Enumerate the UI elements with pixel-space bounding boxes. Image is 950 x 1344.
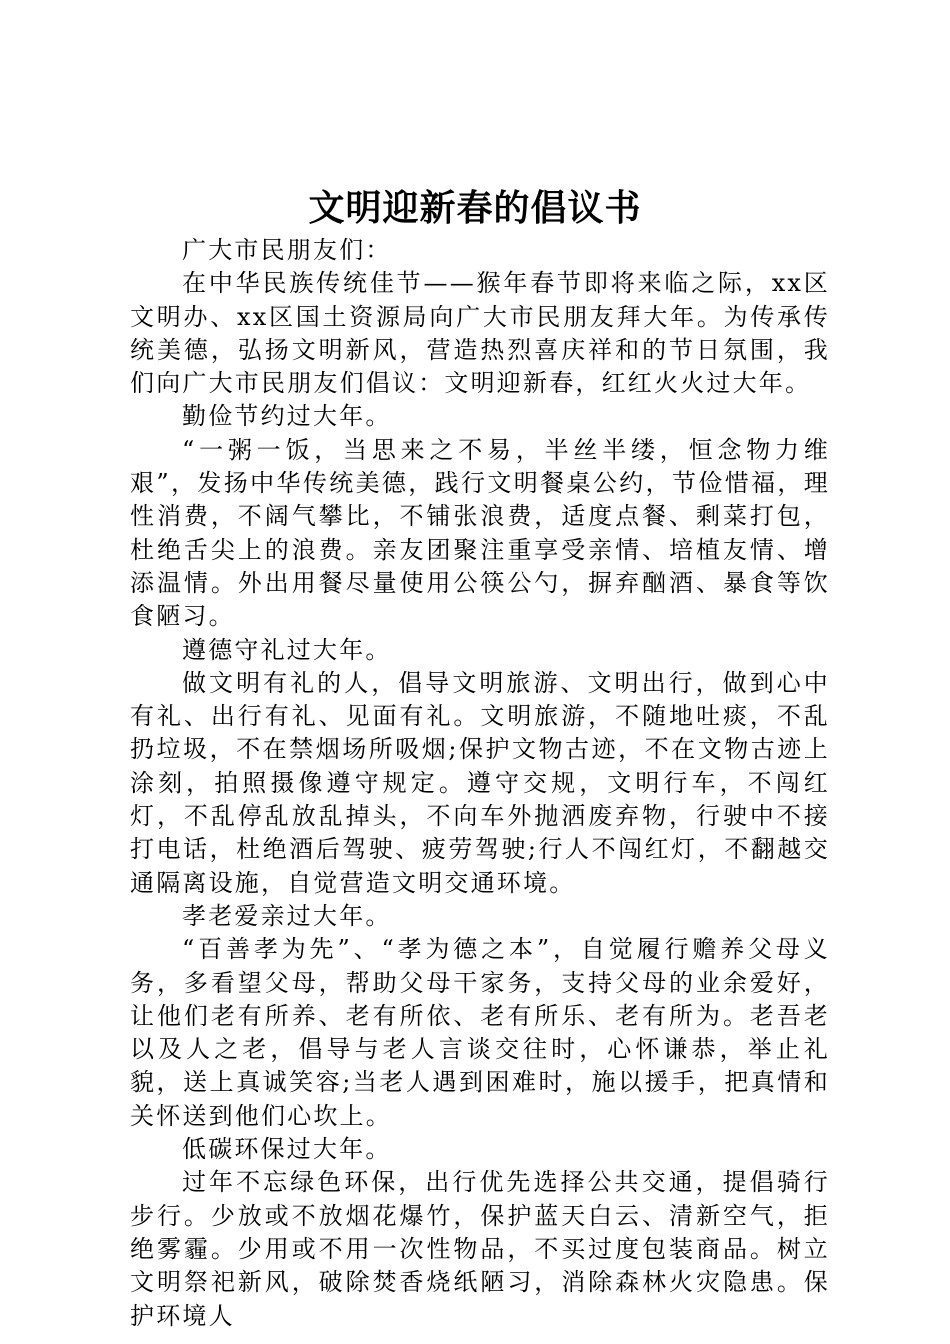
intro-paragraph: 在中华民族传统佳节——猴年春节即将来临之际，xx区文明办、xx区国土资源局向广大市民朋友拜大年。为传承传统美德，弘扬文明新风，营造热烈喜庆祥和的节日氛围，我们向广大市民朋友们倡议：文明迎新春，红红火火过大年。 <box>130 269 830 398</box>
paragraph-lowcarbon: 过年不忘绿色环保，出行优先选择公共交通，提倡骑行步行。少放或不放烟花爆竹，保护蓝天白云、清新空气，拒绝雾霾。少用或不用一次性物品，不买过度包装商品。树立文明祭祀新风，破除焚香烧纸陋习，消除森林火灾隐患。保护环境人 <box>130 1168 830 1330</box>
section-heading-thrift: 勤俭节约过大年。 <box>182 402 392 431</box>
paragraph-etiquette: 做文明有礼的人，倡导文明旅游、文明出行，做到心中有礼、出行有礼、见面有礼。文明旅游，不随地吐痰，不乱扔垃圾，不在禁烟场所吸烟;保护文物古迹，不在文物古迹上涂刻，拍照摄像遵守规定。遵守交规，文明行车，不闯红灯，不乱停乱放乱掉头，不向车外抛洒废弃物，行驶中不接打电话，杜绝酒后驾驶、疲劳驾驶;行人不闯红灯，不翻越交通隔离设施，自觉营造文明交通环境。 <box>130 668 830 897</box>
paragraph-filial: “百善孝为先”、“孝为德之本”，自觉履行赡养父母义务，多看望父母，帮助父母干家务，支持父母的业余爱好，让他们老有所养、老有所依、老有所乐、老有所为。老吾老以及人之老，倡导与老人言谈交往时，心怀谦恭，举止礼貌，送上真诚笑容;当老人遇到困难时，施以援手，把真情和关怀送到他们心坎上。 <box>130 935 830 1130</box>
salutation: 广大市民朋友们： <box>182 236 392 264</box>
section-heading-etiquette: 遵德守礼过大年。 <box>182 635 392 664</box>
document-title: 文明迎新春的倡议书 <box>308 187 642 229</box>
document-body <box>130 234 830 1333</box>
section-heading-lowcarbon: 低碳环保过大年。 <box>182 1135 392 1164</box>
section-heading-filial: 孝老爱亲过大年。 <box>182 901 392 930</box>
paragraph-thrift: “一粥一饭，当思来之不易，半丝半缕，恒念物力维艰”，发扬中华传统美德，践行文明餐桌公约，节俭惜福，理性消费，不阔气攀比，不铺张浪费，适度点餐、剩菜打包，杜绝舌尖上的浪费。亲友团聚注重享受亲情、培植友情、增添温情。外出用餐尽量使用公筷公勺，摒弃酗酒、暴食等饮食陋习。 <box>130 435 830 631</box>
